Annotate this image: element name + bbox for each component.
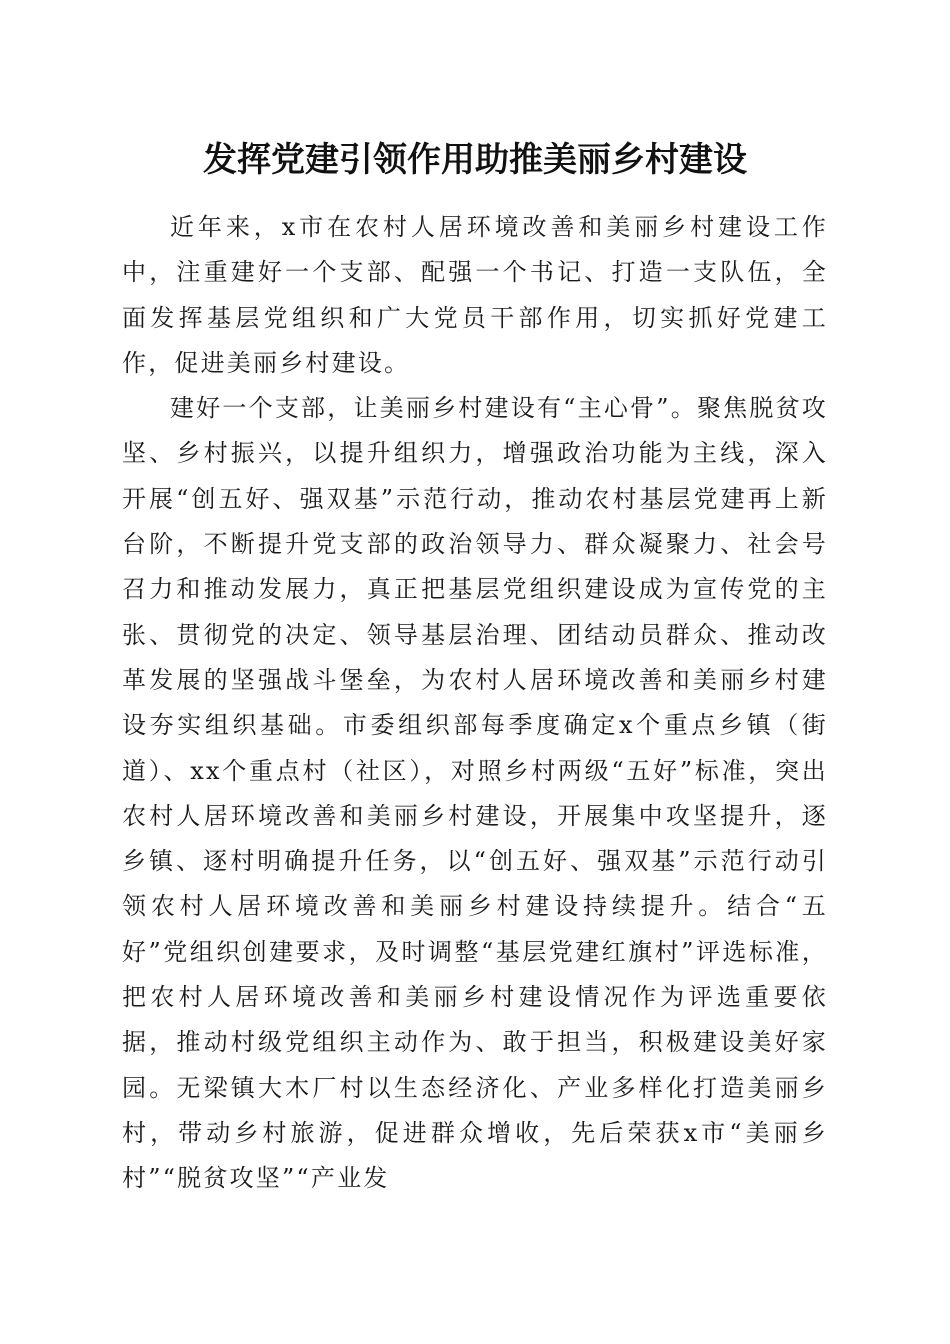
document-title: 发挥党建引领作用助推美丽乡村建设 [203,140,747,180]
document-body [122,205,828,1202]
paragraph-branch: 建好一个支部，让美丽乡村建设有“主心骨”。聚焦脱贫攻坚、乡村振兴，以提升组织力，增强政治功能为主线，深入开展“创五好、强双基”示范行动，推动农村基层党建再上新台阶，不断提升党支部的政治领导力、群众凝聚力、社会号召力和推动发展力，真正把基层党组织建设成为宣传党的主张、贯彻党的决定、领导基层治理、团结动员群众、推动改革发展的坚强战斗堡垒，为农村人居环境改善和美丽乡村建设夯实组织基础。市委组织部每季度确定x个重点乡镇（街道）、xx个重点村（社区），对照乡村两级“五好”标准，突出农村人居环境改善和美丽乡村建设，开展集中攻坚提升，逐乡镇、逐村明确提升任务，以“创五好、强双基”示范行动引领农村人居环境改善和美丽乡村建设持续提升。结合“五好”党组织创建要求，及时调整“基层党建红旗村”评选标准，把农村人居环境改善和美丽乡村建设情况作为评选重要依据，推动村级党组织主动作为、敢于担当，积极建设美好家园。无梁镇大木厂村以生态经济化、产业多样化打造美丽乡村，带动乡村旅游，促进群众增收，先后荣获x市“美丽乡村”“脱贫攻坚”“产业发 [122,394,828,1193]
paragraph-intro: 近年来，x市在农村人居环境改善和美丽乡村建设工作中，注重建好一个支部、配强一个书记、打造一支队伍，全面发挥基层党组织和广大党员干部作用，切实抓好党建工作，促进美丽乡村建设。 [122,213,828,377]
